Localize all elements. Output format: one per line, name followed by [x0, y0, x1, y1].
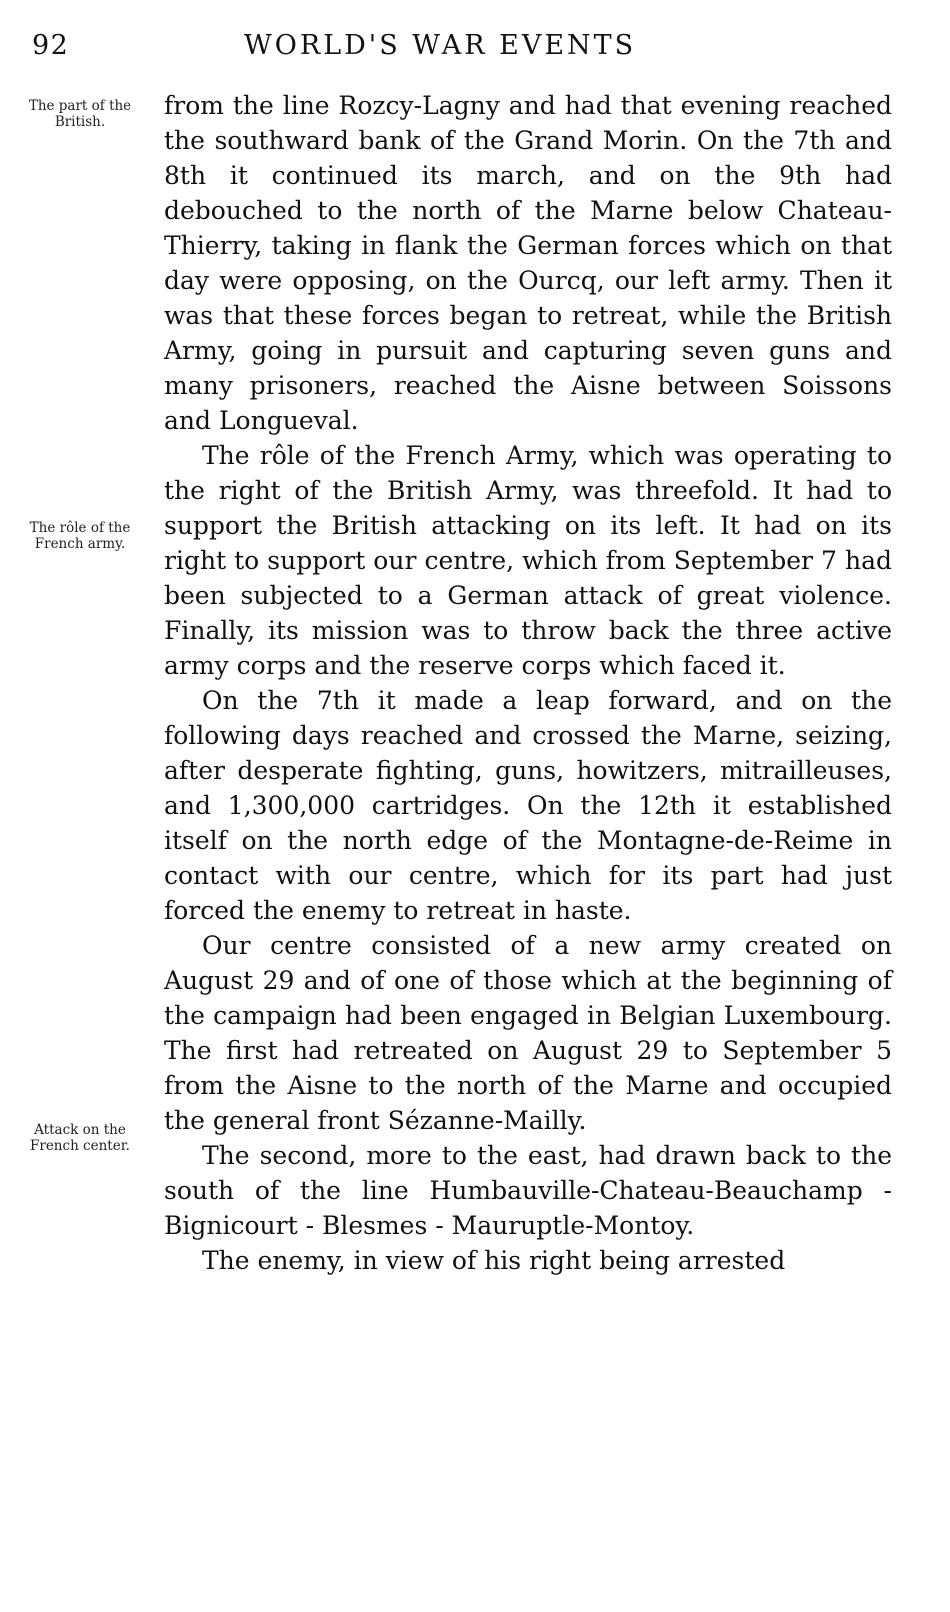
margin-note-french-center: Attack on the French center. — [30, 1122, 130, 1154]
body-text — [164, 88, 892, 1278]
paragraph: from the line Rozcy-Lagny and had that evening reached the southward bank of the Grand Morin. On the 7th and 8th it continued its march, and on the 9th had debouched to the north of the Marne below Chateau-Thierry, taking in flank the German forces which on that day were opposing, on the Ourcq, our left army. Then it was that these forces began to retreat, while the British Army, going in pursuit and capturing seven guns and many prisoners, reached the Aisne between Soissons and Longueval. — [164, 91, 892, 435]
margin-note-british: The part of the British. — [28, 98, 132, 130]
paragraph: The second, more to the east, had drawn back to the south of the line Humbauville-Chateau-Beauchamp - Bignicourt - Blesmes - Mauruptle-Montoy. — [164, 1141, 892, 1240]
page-header — [24, 30, 919, 70]
running-title: WORLD'S WAR EVENTS — [244, 30, 637, 61]
paragraph: The enemy, in view of his right being arrested — [202, 1246, 786, 1275]
paragraph: The rôle of the French Army, which was operating to the right of the British Army, was threefold. It had to support the British attacking on its left. It had on its right to support our centre, which from September 7 had been subjected to a German attack of great violence. Finally, its mission was to throw back the three active army corps and the reserve corps which faced it. — [164, 441, 892, 680]
paragraph: Our centre consisted of a new army created on August 29 and of one of those which at the beginning of the campaign had been engaged in Belgian Luxembourg. The first had retreated on August 29 to September 5 from the Aisne to the north of the Marne and occupied the general front Sézanne-Mailly. — [164, 931, 892, 1135]
page-number: 92 — [32, 30, 70, 61]
margin-note-french-army: The rôle of the French army. — [29, 520, 131, 552]
paragraph: On the 7th it made a leap forward, and on the following days reached and crossed the Marne, seizing, after desperate fighting, guns, howitzers, mitrailleuses, and 1,300,000 cartridges. On the 12th it established itself on the north edge of the Montagne-de-Reime in contact with our centre, which for its part had just forced the enemy to retreat in haste. — [164, 686, 892, 925]
